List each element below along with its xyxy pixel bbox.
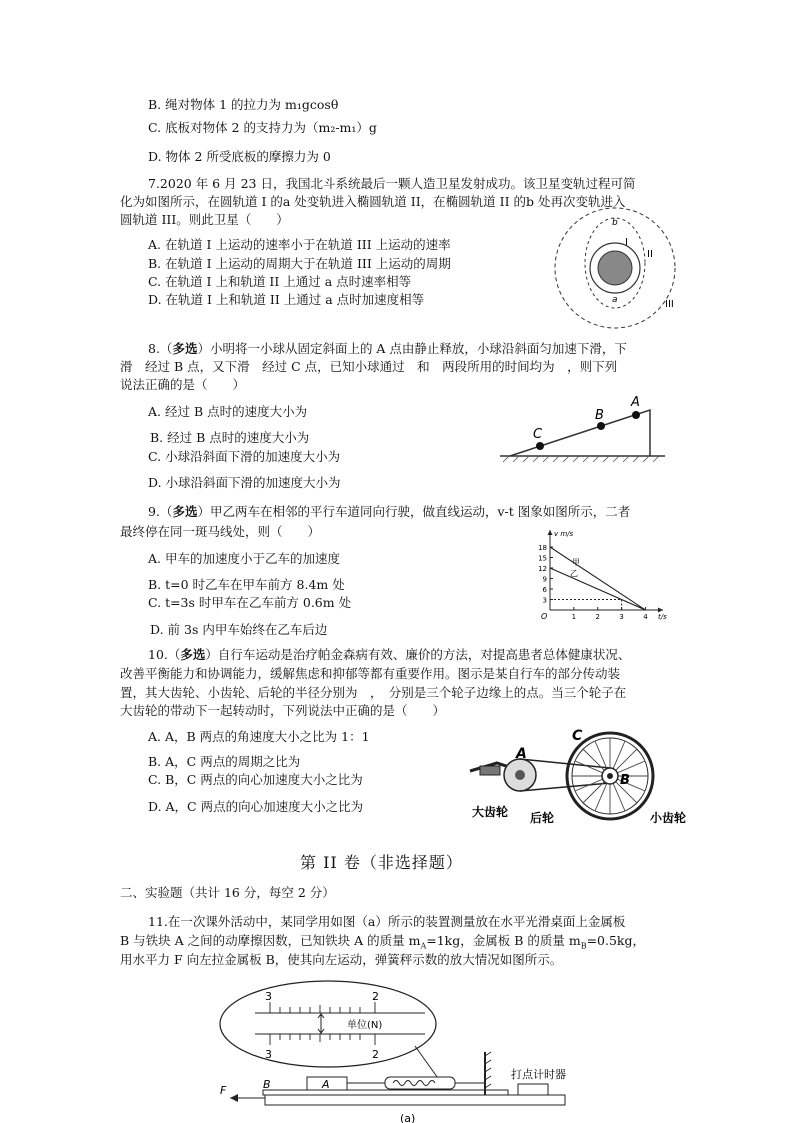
- q10-multi-tag: 多选: [180, 647, 206, 662]
- x-axis-label: t/s: [658, 613, 667, 621]
- q11-stem-line3: 用水平力 F 向左拉金属板 B，使其向左运动，弹簧秤示数的放大情况如图所示。: [120, 952, 563, 967]
- ground-hatch: [503, 456, 659, 462]
- y-tick-label: 15: [538, 554, 547, 563]
- x-tick-label: 1: [571, 613, 577, 621]
- unit-label: 单位(N): [347, 1020, 383, 1031]
- q8-multi-tag: 多选: [172, 341, 198, 356]
- y-tick-label: 18: [538, 544, 547, 552]
- q9-option-d: D. 前 3s 内甲车始终在乙车后边: [150, 622, 328, 637]
- q10-stem-line4: 大齿轮的带动下一起转动时，下列说法中正确的是（ ）: [120, 703, 446, 718]
- label-orbit-i: I: [625, 237, 628, 248]
- x-tick-label: 4: [643, 613, 648, 621]
- small-gear-hub: [607, 773, 613, 779]
- x-tick-label: 2: [595, 613, 600, 621]
- q11-sub-a: A: [420, 941, 427, 951]
- series-label-1: 甲: [572, 558, 580, 567]
- label-small-gear: 小齿轮: [650, 811, 687, 825]
- q9-number: 9.（: [148, 504, 173, 519]
- label-b: B: [595, 408, 604, 423]
- label-b: B: [620, 773, 630, 788]
- orbit-diagram: [530, 205, 690, 330]
- label-f: F: [220, 1084, 227, 1097]
- label-timer: 打点计时器: [511, 1068, 566, 1081]
- y-axis-arrow: [548, 530, 553, 535]
- scale-top-3: 3: [265, 990, 272, 1003]
- q10-option-d: D. A，C 两点的向心加速度大小之比为: [148, 799, 364, 814]
- label-a: A: [516, 746, 527, 762]
- q11-line2-c: =0.5kg，: [586, 933, 646, 948]
- plate-b: [263, 1090, 508, 1095]
- label-orbit-iii: III: [665, 299, 674, 310]
- q11-line2-a: B 与铁块 A 之间的动摩擦因数，已知铁块 A 的质量 m: [120, 933, 421, 948]
- label-big-gear: 大齿轮: [472, 805, 509, 819]
- table-surface: [265, 1095, 565, 1105]
- q10-stem-line2: 改善平衡能力和协调能力，缓解焦虑和抑郁等都有重要作用。图示是某自行车的部分传动装: [120, 666, 621, 681]
- y-tick-label: 9: [542, 575, 547, 584]
- q8-stem-line3: 说法正确的是（ ）: [120, 377, 246, 392]
- incline-diagram: [495, 390, 670, 470]
- scale-top-2: 2: [372, 990, 379, 1003]
- q7-option-d: D. 在轨道 I 上和轨道 II 上通过 a 点时加速度相等: [148, 292, 425, 307]
- y-tick-label: 3: [542, 596, 547, 605]
- magnify-bubble: [220, 981, 436, 1067]
- section-2-heading: 二、实验题（共计 16 分，每空 2 分）: [120, 885, 335, 900]
- label-a: a: [612, 295, 618, 305]
- force-arrowhead: [230, 1094, 238, 1102]
- ball-c: [536, 442, 544, 450]
- vt-chart: [530, 530, 680, 625]
- figure-caption: (a): [400, 1112, 416, 1123]
- q8-option-c: C. 小球沿斜面下滑的加速度大小为: [148, 449, 341, 464]
- label-b: b: [612, 218, 618, 228]
- y-tick-label: 12: [538, 565, 547, 573]
- planet: [598, 251, 632, 285]
- q8-stem-line1: [148, 341, 627, 357]
- q10-stem-line1: [148, 647, 630, 663]
- q6-option-d: D. 物体 2 所受底板的摩擦力为 0: [148, 149, 331, 164]
- q11-line2-b: =1kg，金属板 B 的质量 m: [426, 933, 581, 948]
- q8-stem-line2: 滑 经过 B 点，又下滑 经过 C 点，已知小球通过 和 两段所用的时间均为 ，则下列: [120, 359, 618, 374]
- q9-stem-text: ）甲乙两车在相邻的平行车道同向行驶，做直线运动，v-t 图象如图所示，二者: [197, 504, 631, 519]
- pedal: [480, 766, 500, 775]
- q8-option-b: B. 经过 B 点时的速度大小为: [150, 430, 310, 445]
- q8-option-a: A. 经过 B 点时的速度大小为: [148, 404, 308, 419]
- q10-stem-line3: 置，其大齿轮、小齿轮、后轮的半径分别为 ， 分别是三个轮子边缘上的点。当三个轮子在: [120, 685, 627, 700]
- q6-option-c: C. 底板对物体 2 的支持力为（m₂-m₁）g: [148, 120, 377, 135]
- section-title: 第 II 卷（非选择题）: [300, 853, 463, 872]
- label-b: B: [263, 1078, 271, 1091]
- ball-b: [597, 422, 605, 430]
- q9-option-a: A. 甲车的加速度小于乙车的加速度: [148, 551, 340, 566]
- q11-stem-line1: 11.在一次课外活动中，某同学用如图（a）所示的装置测量放在水平光滑桌面上金属板: [148, 914, 626, 929]
- y-axis-label: v m/s: [554, 530, 574, 538]
- q7-stem-line1: 7.2020 年 6 月 23 日，我国北斗系统最后一颗人造卫星发射成功。该卫星变轨过程可简: [148, 176, 636, 191]
- q7-stem-line3: 圆轨道 III。则此卫星（ ）: [120, 212, 289, 227]
- q11-sub-b: B: [580, 941, 587, 951]
- label-a: A: [322, 1078, 330, 1091]
- q9-multi-tag: 多选: [172, 504, 198, 519]
- ball-a: [632, 411, 640, 419]
- y-tick-label: 6: [542, 586, 547, 594]
- q9-option-b: B. t=0 时乙车在甲车前方 8.4m 处: [148, 577, 345, 592]
- series-line-2: [550, 568, 645, 610]
- q7-option-a: A. 在轨道 I 上运动的速率小于在轨道 III 上运动的速率: [148, 237, 451, 252]
- q10-option-b: B. A，C 两点的周期之比为: [148, 754, 301, 769]
- label-a: A: [631, 395, 640, 410]
- q10-option-a: A. A，B 两点的角速度大小之比为 1：1: [148, 729, 370, 744]
- label-orbit-ii: II: [647, 249, 653, 260]
- series-label-2: 乙: [570, 569, 578, 578]
- q9-option-c: C. t=3s 时甲车在乙车前方 0.6m 处: [148, 595, 352, 610]
- label-c: C: [572, 728, 583, 744]
- q7-stem-line2: 化为如图所示，在圆轨道 I 的a 处变轨进入椭圆轨道 II，在椭圆轨道 II 的b 处再次变轨进入: [120, 194, 626, 209]
- bicycle-drive-diagram: [462, 728, 698, 828]
- q8-option-d: D. 小球沿斜面下滑的加速度大小为: [148, 475, 341, 490]
- ticker-timer: [518, 1084, 548, 1095]
- label-c: C: [533, 427, 543, 442]
- scale-bottom-3: 3: [265, 1048, 272, 1061]
- series-line-1: [550, 547, 645, 610]
- big-gear-hub: [515, 770, 525, 780]
- q10-option-c: C. B，C 两点的向心加速度大小之比为: [148, 772, 363, 787]
- q10-number: 10.（: [148, 647, 181, 662]
- x-axis-arrow: [658, 608, 663, 613]
- origin-label: O: [541, 612, 548, 621]
- q10-stem-text: ）自行车运动是治疗帕金森病有效、廉价的方法，对提高患者总体健康状况、: [205, 647, 631, 662]
- label-rear-wheel: 后轮: [530, 811, 555, 825]
- q9-stem-line2: 最终停在同一斑马线处，则（ ）: [120, 524, 321, 539]
- q8-number: 8.（: [148, 341, 173, 356]
- scale-bottom-2: 2: [372, 1048, 379, 1061]
- q8-stem-text: ）小明将一小球从固定斜面上的 A 点由静止释放，小球沿斜面匀加速下滑，下: [197, 341, 627, 356]
- spring-scale: [385, 1077, 455, 1089]
- q9-stem-line1: [148, 504, 630, 520]
- x-tick-label: 3: [619, 613, 624, 621]
- q7-option-c: C. 在轨道 I 上和轨道 II 上通过 a 点时速率相等: [148, 274, 412, 289]
- q6-option-b: B. 绳对物体 1 的拉力为 m₁gcosθ: [148, 97, 339, 112]
- friction-apparatus-diagram: [215, 980, 575, 1123]
- incline: [510, 410, 650, 456]
- q7-option-b: B. 在轨道 I 上运动的周期大于在轨道 III 上运动的周期: [148, 256, 451, 271]
